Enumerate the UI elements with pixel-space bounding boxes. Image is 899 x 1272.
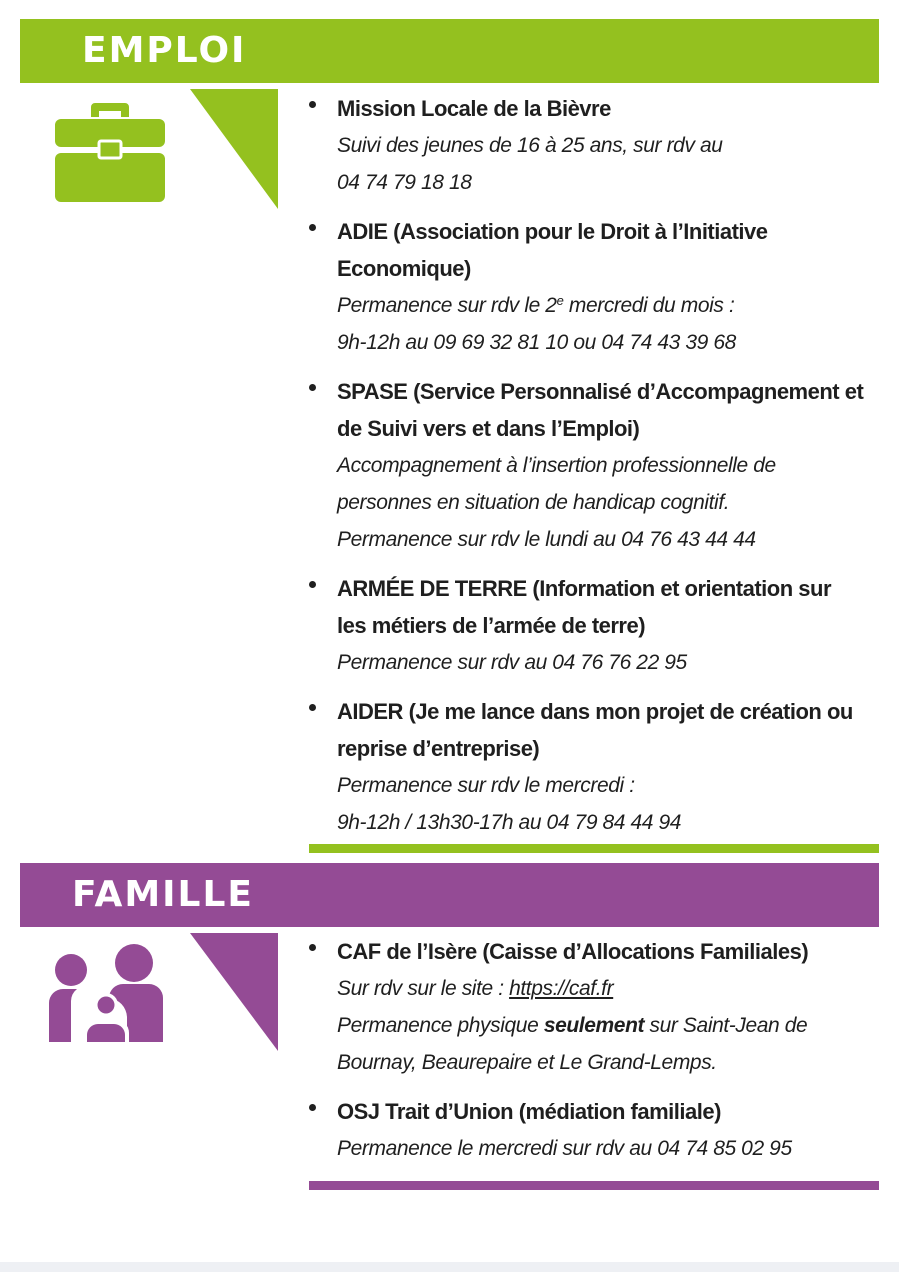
section-header-emploi <box>20 19 879 83</box>
page-bottom-bar <box>0 1262 899 1272</box>
list-item <box>305 213 865 361</box>
family-icon <box>49 943 164 1043</box>
item-title: Mission Locale de la Bièvre <box>337 96 611 121</box>
item-title: OSJ Trait d’Union (médiation familiale) <box>337 1099 721 1124</box>
item-description: Suivi des jeunes de 16 à 25 ans, sur rdv au <box>337 134 723 157</box>
item-phone: Permanence le mercredi sur rdv au 04 74 85 02 95 <box>337 1137 792 1160</box>
item-phone: 9h-12h / 13h30-17h au 04 79 84 44 94 <box>337 811 682 834</box>
item-description: Sur rdv sur le site : https://caf.fr <box>337 977 614 1000</box>
item-description: Permanence sur rdv le 2e mercredi du mois : <box>337 293 735 317</box>
list-item <box>305 373 865 558</box>
briefcase-icon <box>55 103 165 203</box>
item-phone: 9h-12h au 09 69 32 81 10 ou 04 74 43 39 68 <box>337 331 736 354</box>
item-title: ARMÉE DE TERRE (Information et orientation sur les métiers de l’armée de terre) <box>337 576 832 638</box>
list-item <box>305 90 865 201</box>
list-item <box>305 933 865 1081</box>
item-title: CAF de l’Isère (Caisse d’Allocations Familiales) <box>337 939 809 964</box>
item-phone: Permanence sur rdv le lundi au 04 76 43 44 44 <box>337 528 756 551</box>
caf-website-link[interactable]: https://caf.fr <box>509 977 614 1000</box>
section-title: FAMILLE <box>72 874 255 915</box>
item-title: AIDER (Je me lance dans mon projet de création ou reprise d’entreprise) <box>337 699 853 761</box>
item-description: Permanence sur rdv le mercredi : <box>337 774 635 797</box>
emploi-list <box>305 90 865 841</box>
item-phone: Permanence sur rdv au 04 76 76 22 95 <box>337 651 687 674</box>
list-item <box>305 570 865 681</box>
section-divider-emploi <box>309 844 879 853</box>
famille-list <box>305 933 865 1167</box>
item-phone: 04 74 79 18 18 <box>337 171 472 194</box>
list-item <box>305 1093 865 1167</box>
section-title: EMPLOI <box>82 30 247 71</box>
item-title: ADIE (Association pour le Droit à l’Initiative Economique) <box>337 219 768 281</box>
list-item <box>305 693 865 841</box>
section-divider-famille <box>309 1181 879 1190</box>
decorative-triangle <box>190 89 278 209</box>
item-description: Accompagnement à l’insertion professionnelle de personnes en situation de handicap cognitif. <box>337 454 776 514</box>
item-description: Permanence physique seulement sur Saint-Jean de Bournay, Beaurepaire et Le Grand-Lemps. <box>337 1014 808 1074</box>
decorative-triangle <box>190 933 278 1051</box>
section-header-famille <box>20 863 879 927</box>
item-title: SPASE (Service Personnalisé d’Accompagnement et de Suivi vers et dans l’Emploi) <box>337 379 864 441</box>
